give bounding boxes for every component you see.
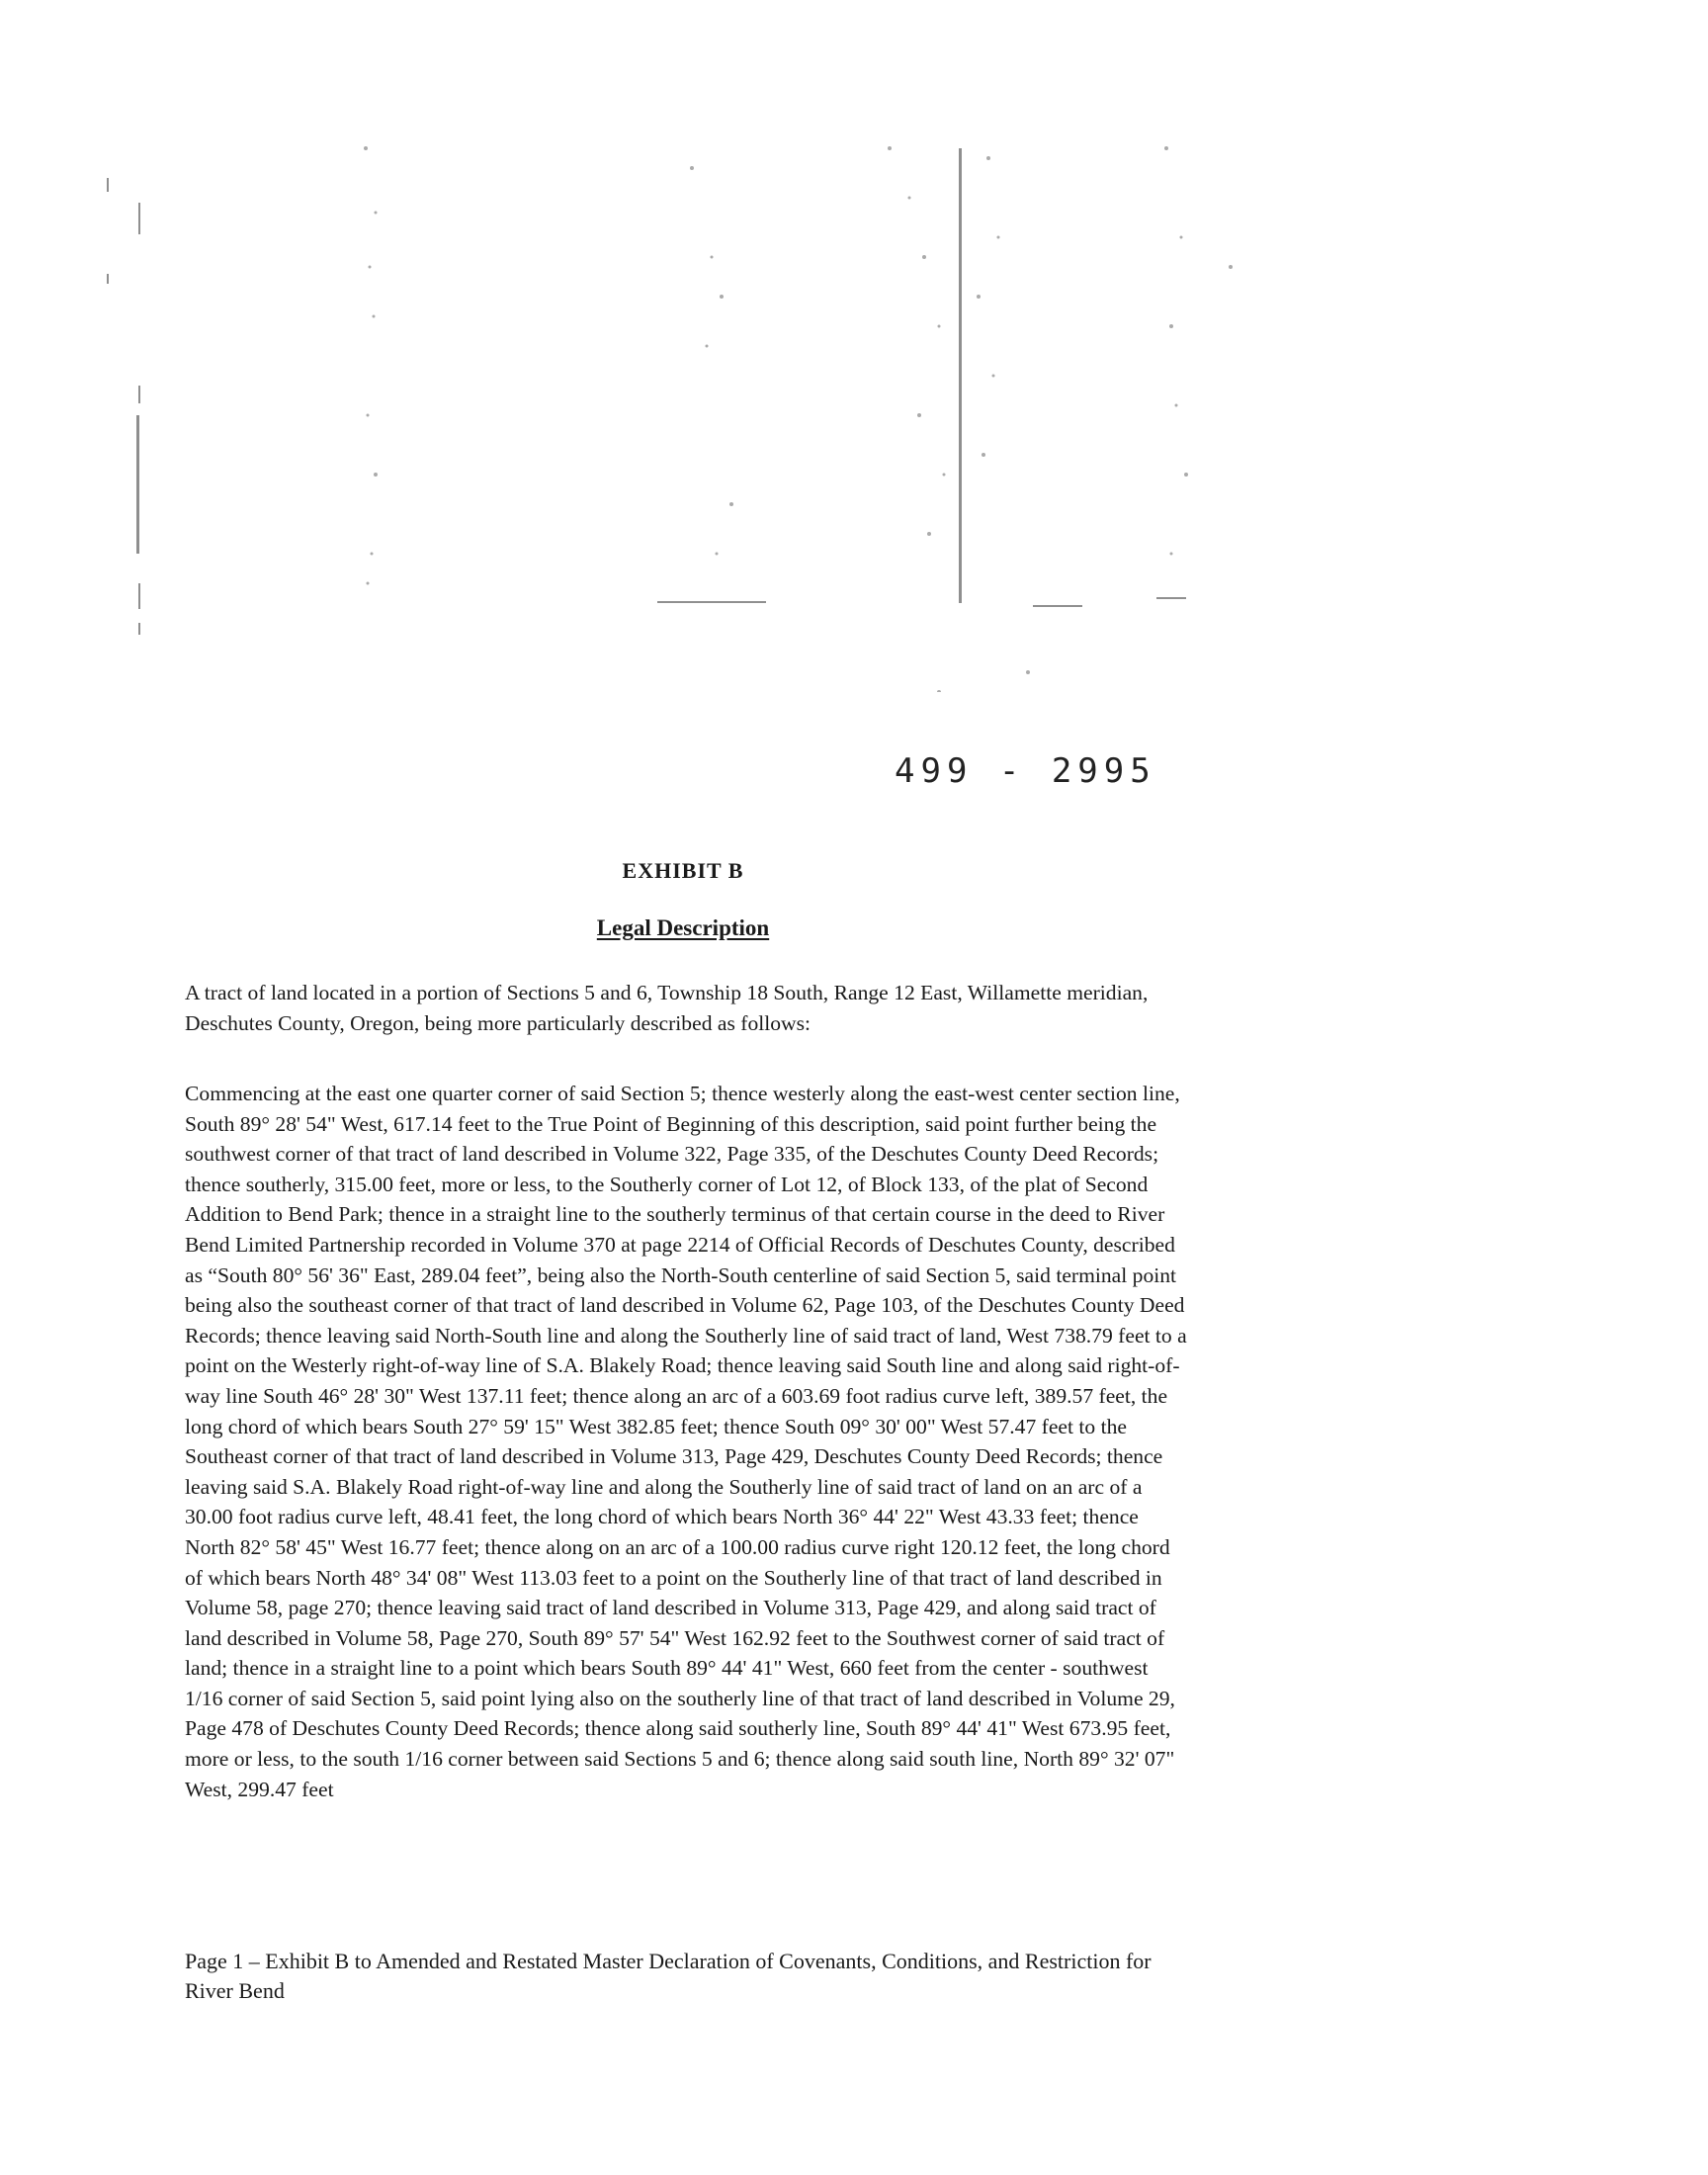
section-title: Legal Description <box>596 915 770 940</box>
intro-paragraph: A tract of land located in a portion of Sections 5 and 6, Township 18 South, Range 12 East, Willamette meridian, Deschutes County, Oregon, being more particularly described as follows: <box>185 981 1149 1035</box>
legal-description-paragraph: Commencing at the east one quarter corner of said Section 5; thence westerly along the east-west center section line, South 89° 28' 54" West, 617.14 feet to the True Point of Beginning of this description, said point further being the southwest corner of that tract of land described in Volume 322, Page 335, of the Deschutes County Deed Records; thence southerly, 315.00 feet, more or less, to the Southerly corner of Lot 12, of Block 133, of the plat of Second Addition to Bend Park; thence in a straight line to the southerly terminus of that certain course in the deed to River Bend Limited Partnership recorded in Volume 370 at page 2214 of Official Records of Deschutes County, described as “South 80° 56' 36" East, 289.04 feet”, being also the North-South centerline of said Section 5, said terminal point being also the southeast corner of that tract of land described in Volume 62, Page 103, of the Deschutes County Deed Records; thence leaving said North-South line and along the Southerly line of said tract of land, West 738.79 feet to a point on the Westerly right-of-way line of S.A. Blakely Road; thence leaving said South line and along said right-of-way line South 46° 28' 30" West 137.11 feet; thence along an arc of a 603.69 foot radius curve left, 389.57 feet, the long chord of which bears South 27° 59' 15" West 382.85 feet; thence South 09° 30' 00" West 57.47 feet to the Southeast corner of that tract of land described in Volume 313, Page 429, Deschutes County Deed Records; thence leaving said S.A. Blakely Road right-of-way line and along the Southerly line of said tract of land on an arc of a 30.00 foot radius curve left, 48.41 feet, the long chord of which bears North 36° 44' 22" West 43.33 feet; thence North 82° 58' 45" West 16.77 feet; thence along on an arc of a 100.00 radius curve right 120.12 feet, the long chord of which bears North 48° 34' 08" West 113.03 feet to a point on the Southerly line of that tract of land described in Volume 58, page 270; thence leaving said tract of land described in Volume 313, Page 429, and along said tract of land described in Volume 58, Page 270, South 89° 57' 54" West 162.92 feet to the Southwest corner of said tract of land; thence in a straight line to a point which bears South 89° 44' 41" West, 660 feet from the center - southwest 1/16 corner of said Section 5, said point lying also on the southerly line of that tract of land described in Volume 29, Page 478 of Deschutes County Deed Records; thence along said southerly line, South 89° 44' 41" West 673.95 feet, more or less, to the south 1/16 corner between said Sections 5 and 6; thence along said south line, North 89° 32' 07" West, 299.47 feet <box>185 1082 1187 1801</box>
page-footer: Page 1 – Exhibit B to Amended and Restated Master Declaration of Covenants, Conditions, and Restriction for River Bend <box>185 1949 1152 2003</box>
scan-noise <box>0 0 1708 692</box>
exhibit-title: EXHIBIT B <box>622 858 744 883</box>
document-stamp-number: 499 - 2995 <box>895 751 1156 791</box>
